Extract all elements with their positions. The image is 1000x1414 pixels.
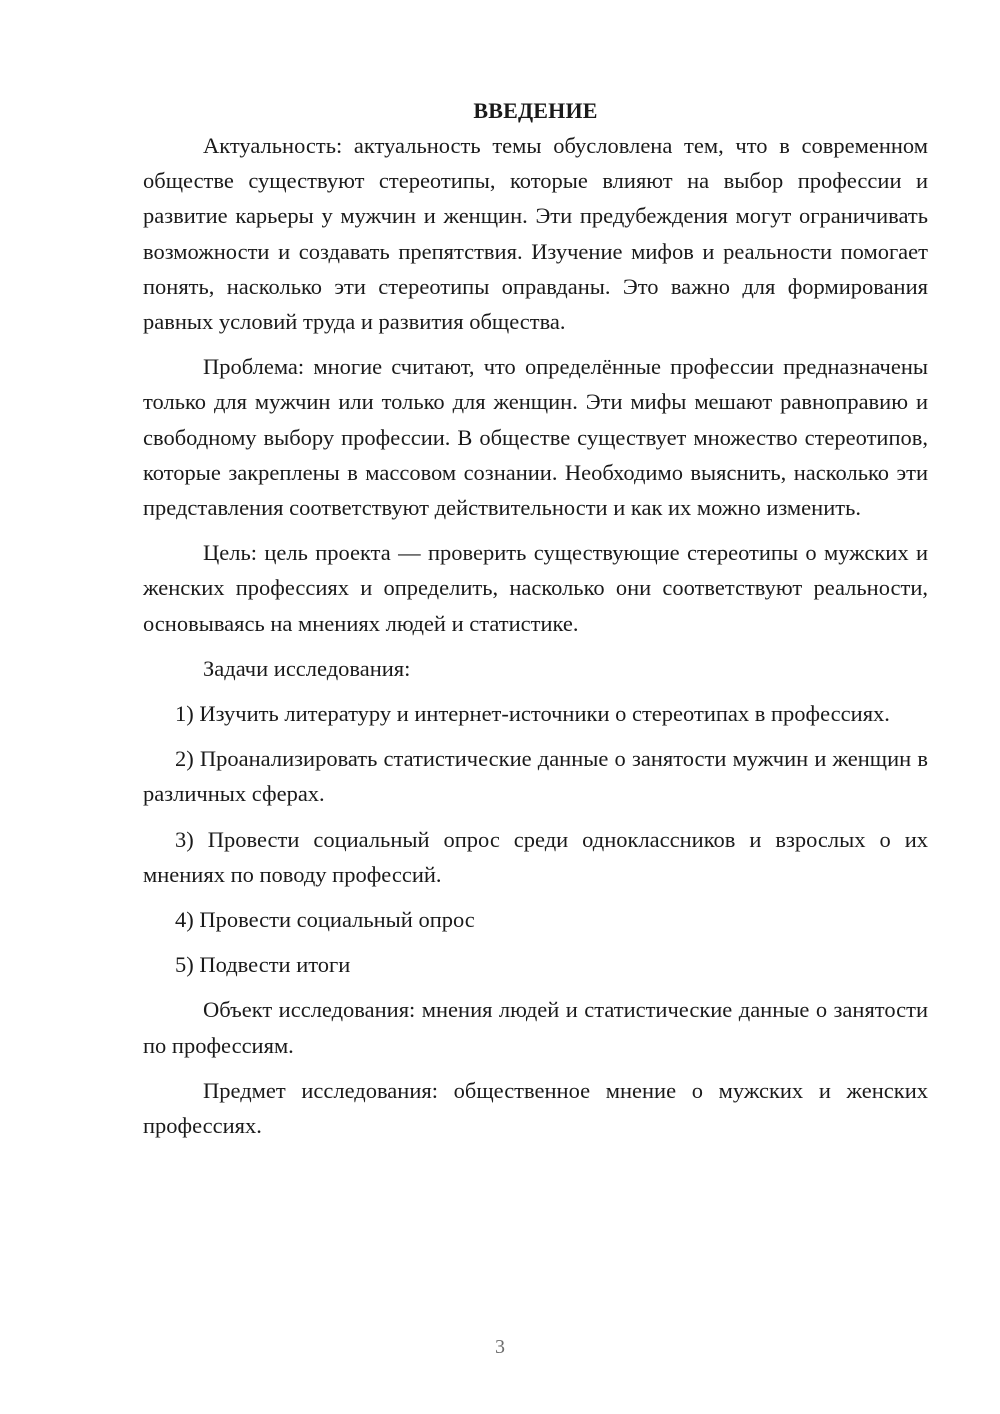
task-item: 2) Проанализировать статистические данные о занятости мужчин и женщин в различных сферах.: [143, 746, 928, 807]
task-item: 4) Провести социальный опрос: [175, 907, 475, 933]
tasks-heading: Задачи исследования:: [203, 655, 411, 681]
relevance-paragraph: Актуальность: актуальность темы обусловлена тем, что в современном обществе существуют стереотипы, которые влияют на выбор профессии и развитие карьеры у мужчин и женщин. Эти предубеждения могут ограничивать возможности и создавать препятствия. Изучение мифов и реальности помогает понять, насколько эти стереотипы оправданы. Это важно для формирования равных условий труда и развития общества.: [143, 133, 928, 335]
problem-paragraph: Проблема: многие считают, что определённые профессии предназначены только для мужчин или только для женщин. Эти мифы мешают равноправию и свободному выбору профессии. В обществе существует множество стереотипов, которые закреплены в массовом сознании. Необходимо выяснить, насколько эти представления соответствуют действительности и как их можно изменить.: [143, 354, 928, 521]
research-subject-paragraph: Предмет исследования: общественное мнение о мужских и женских профессиях.: [143, 1077, 928, 1139]
goal-paragraph: Цель: цель проекта — проверить существующие стереотипы о мужских и женских профессиях и определить, насколько они соответствуют реальности, основываясь на мнениях людей и статистике.: [143, 540, 928, 636]
task-item: 1) Изучить литературу и интернет-источники о стереотипах в профессиях.: [175, 701, 890, 727]
task-item: 5) Подвести итоги: [175, 952, 351, 978]
research-object-paragraph: Объект исследования: мнения людей и статистические данные о занятости по профессиям.: [143, 997, 928, 1058]
section-title: ВВЕДЕНИЕ: [473, 98, 598, 123]
page-number: 3: [495, 1336, 505, 1358]
page-content: [143, 93, 928, 1153]
task-item: 3) Провести социальный опрос среди одноклассников и взрослых о их мнениях по поводу профессий.: [143, 826, 928, 887]
